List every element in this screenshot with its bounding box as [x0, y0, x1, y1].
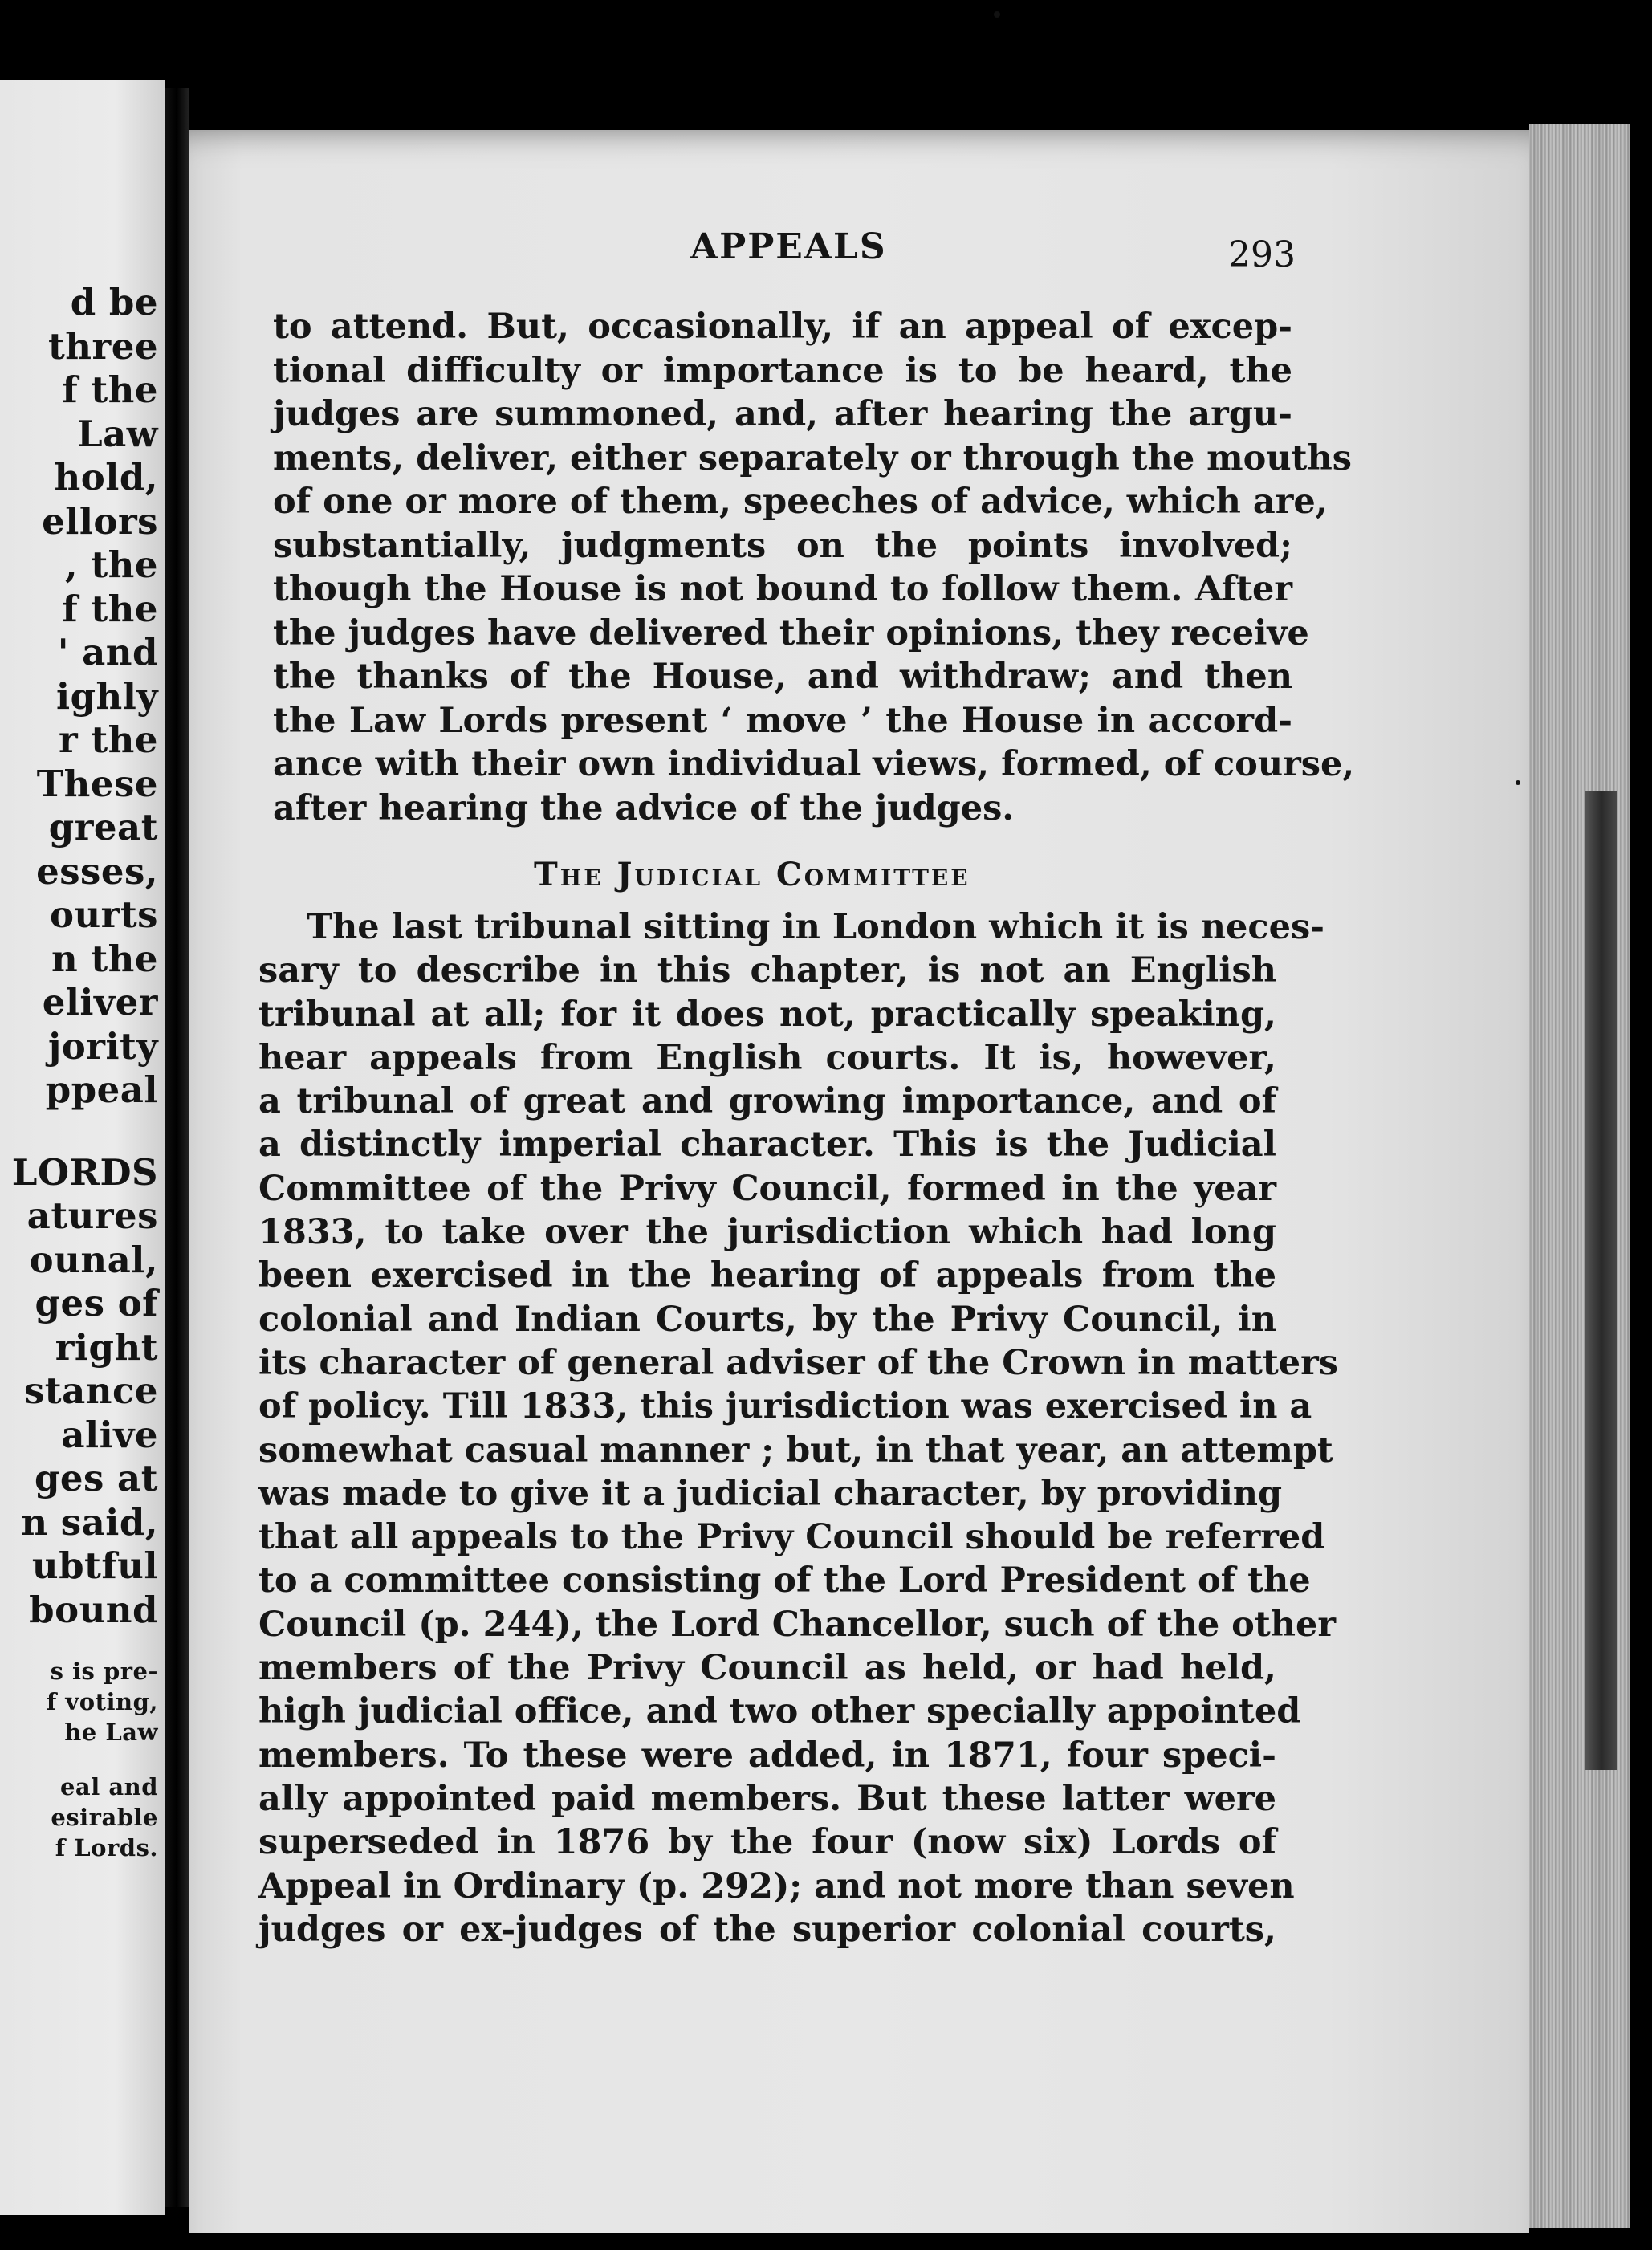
text-line: Council (p. 244), the Lord Chancellor, such of the other: [258, 1604, 1336, 1645]
left-line: stance: [23, 1369, 158, 1412]
left-line: , the: [65, 543, 158, 586]
left-line: r the: [58, 718, 158, 761]
text-line: that all appeals to the Privy Council should be referred: [258, 1517, 1325, 1558]
text-line: substantially, judgments on the points involved;: [273, 525, 1292, 566]
left-line: esses,: [36, 849, 158, 893]
text-line: members. To these were added, in 1871, four speci-: [258, 1735, 1276, 1776]
text-line: to a committee consisting of the Lord President of the: [258, 1560, 1311, 1601]
left-line: d be: [70, 281, 158, 323]
left-section-heading: LORDS: [11, 1150, 158, 1194]
left-footnote-line: he Law: [64, 1719, 158, 1746]
left-line: alive: [61, 1413, 158, 1456]
left-line: f the: [62, 587, 158, 630]
left-line: atures: [26, 1194, 158, 1237]
running-head: APPEALS: [690, 226, 887, 267]
text-line: high judicial office, and two other specially appointed: [258, 1691, 1301, 1732]
text-line: ally appointed paid members. But these latter were: [258, 1778, 1276, 1819]
text-line: tional difficulty or importance is to be heard, the: [273, 350, 1292, 391]
left-line: jority: [47, 1024, 158, 1068]
text-line: The last tribunal sitting in London which it is neces-: [307, 907, 1324, 947]
left-line: ges at: [34, 1457, 158, 1499]
left-line: f the: [62, 368, 158, 411]
text-line: superseded in 1876 by the four (now six) Lords of: [258, 1822, 1276, 1863]
left-line: eliver: [42, 981, 158, 1023]
scan-speck: [1516, 780, 1520, 785]
left-line: three: [48, 324, 158, 368]
paragraph-continued: [273, 305, 1355, 830]
page-edge-shadow: [1585, 791, 1617, 1770]
paragraph-judicial-committee: [258, 905, 1338, 1951]
left-footnote-line: f Lords.: [55, 1834, 158, 1861]
left-line: hold,: [54, 456, 158, 498]
text-line: its character of general adviser of the Crown in matters: [258, 1342, 1338, 1383]
text-line: the Law Lords present ‘ move ’ the House in accord-: [273, 700, 1292, 741]
left-line: ounal,: [29, 1238, 158, 1281]
text-line: to attend. But, occasionally, if an appeal of excep-: [273, 307, 1292, 347]
text-line: sary to describe in this chapter, is not an English: [258, 950, 1276, 991]
left-footnote-line: f voting,: [46, 1688, 158, 1715]
left-line: ourts: [49, 893, 158, 936]
text-line: after hearing the advice of the judges.: [273, 787, 1015, 828]
left-footnote-line: eal and: [59, 1773, 158, 1800]
left-line: ellors: [42, 499, 158, 543]
text-line: judges are summoned, and, after hearing the argu-: [273, 394, 1292, 434]
left-line: n the: [51, 937, 158, 980]
text-line: tribunal at all; for it does not, practically speaking,: [258, 994, 1276, 1035]
text-line: though the House is not bound to follow them. After: [273, 569, 1292, 609]
left-line: n said,: [21, 1500, 158, 1544]
left-line: Law: [76, 412, 158, 455]
text-line: somewhat casual manner ; but, in that year, an attempt: [258, 1430, 1333, 1471]
page-number: 293: [1228, 234, 1296, 275]
text-line: hear appeals from English courts. It is, however,: [258, 1037, 1276, 1078]
left-footnote-line: esirable: [51, 1804, 158, 1831]
scan-speck: [994, 11, 1000, 18]
left-page-text: [12, 281, 158, 1863]
text-line: of policy. Till 1833, this jurisdiction was exercised in a: [258, 1386, 1312, 1427]
left-line: ' and: [57, 631, 158, 673]
left-line: ighly: [55, 674, 158, 718]
text-line: members of the Privy Council as held, or had held,: [258, 1648, 1276, 1689]
left-facing-page: [0, 80, 165, 2215]
text-line: colonial and Indian Courts, by the Privy Council, in: [258, 1299, 1276, 1340]
left-line: right: [55, 1325, 158, 1369]
text-line: the judges have delivered their opinions, they receive: [273, 612, 1309, 653]
left-line: ppeal: [45, 1068, 158, 1111]
left-line: ubtful: [31, 1544, 158, 1587]
book-gutter: [165, 88, 189, 2207]
left-line: bound: [29, 1588, 158, 1631]
text-line: ments, deliver, either separately or through the mouths: [273, 437, 1352, 478]
text-line: judges or ex-judges of the superior colonial courts,: [258, 1909, 1276, 1950]
text-line: 1833, to take over the jurisdiction which had long: [258, 1212, 1276, 1253]
left-line: great: [48, 806, 158, 848]
text-line: a tribunal of great and growing importance, and of: [258, 1081, 1276, 1122]
text-line: the thanks of the House, and withdraw; and then: [273, 657, 1292, 697]
text-line: was made to give it a judicial character, by providing: [258, 1473, 1283, 1514]
left-line: These: [36, 762, 158, 805]
section-heading: The Judicial Committee: [534, 856, 970, 893]
text-line: a distinctly imperial character. This is the Judicial: [258, 1125, 1276, 1166]
text-line: Appeal in Ordinary (p. 292); and not more than seven: [258, 1866, 1295, 1906]
text-line: been exercised in the hearing of appeals from the: [258, 1255, 1276, 1296]
text-line: ance with their own individual views, formed, of course,: [273, 744, 1355, 784]
left-line: ges of: [35, 1282, 158, 1324]
left-footnote-line: s is pre-: [50, 1658, 158, 1685]
text-line: Committee of the Privy Council, formed in the year: [258, 1168, 1276, 1209]
page-edges: [1529, 124, 1630, 2228]
text-line: of one or more of them, speeches of advice, which are,: [273, 482, 1328, 522]
